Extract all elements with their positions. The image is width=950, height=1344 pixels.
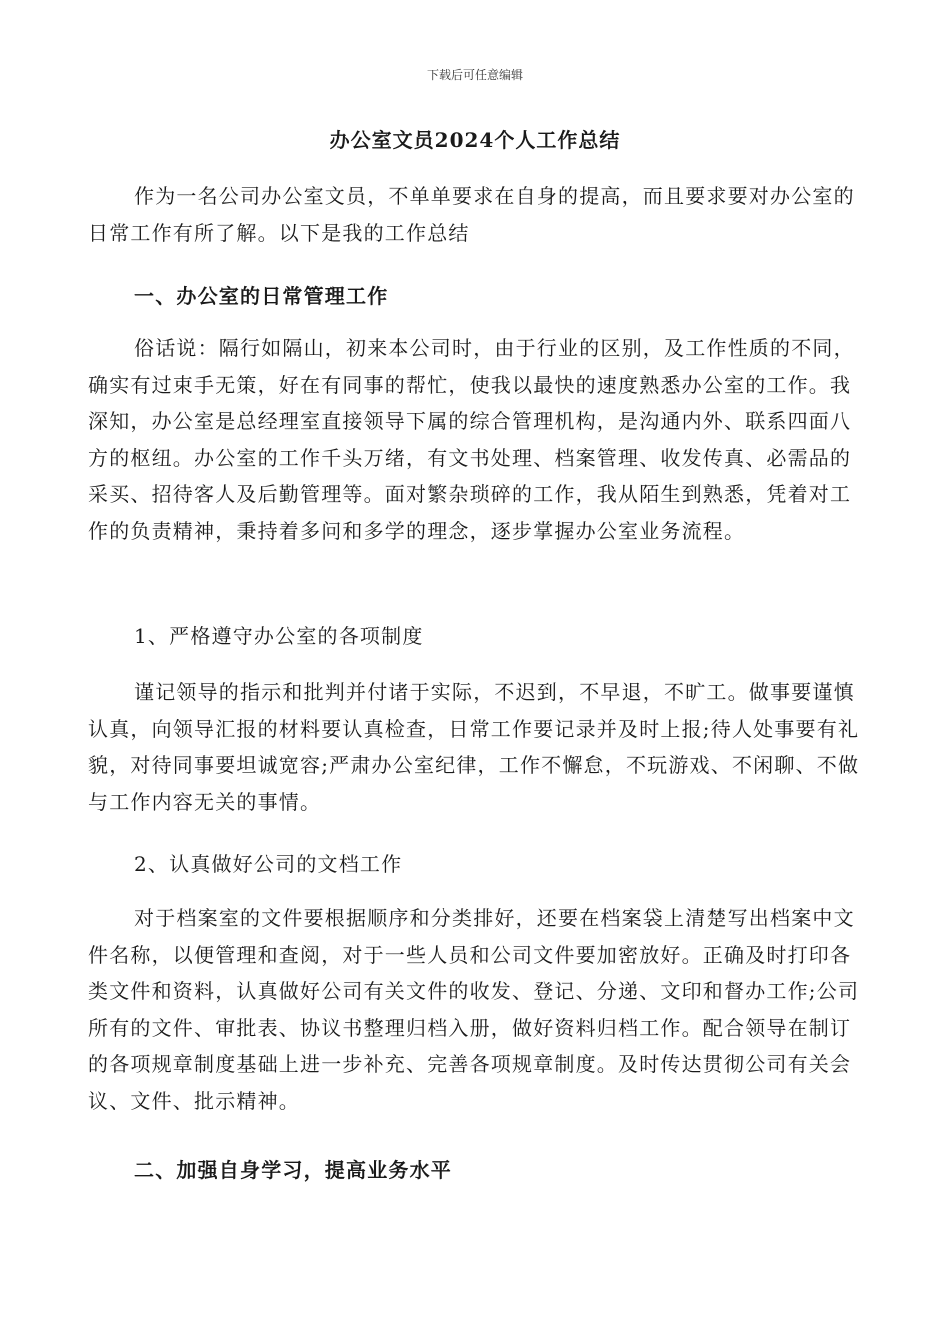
header-note: 下载后可任意编辑 bbox=[426, 68, 523, 82]
section-2-heading: 二、加强自身学习，提高业务水平 bbox=[134, 1158, 452, 1182]
section-1-body: 俗话说：隔行如隔山，初来本公司时，由于行业的区别，及工作性质的不同，确实有过束手无策，好在有同事的帮忙，使我以最快的速度熟悉办公室的工作。我深知，办公室是总经理室直接领导下属的综合管理机构，是沟通内外、联系四面八方的枢纽。办公室的工作千头万绪，有文书处理、档案管理、收发传真、必需品的采买、招待客人及后勤管理等。面对繁杂琐碎的工作，我从陌生到熟悉，凭着对工作的负责精神，秉持着多问和多学的理念，逐步掌握办公室业务流程。 bbox=[88, 336, 855, 543]
subsection-1-body: 谨记领导的指示和批判并付诸于实际，不迟到，不早退，不旷工。做事要谨慎认真，向领导汇报的材料要认真检查，日常工作要记录并及时上报;待人处事要有礼貌，对待同事要坦诚宽容;严肃办公室纪律，工作不懈怠，不玩游戏、不闲聊、不做与工作内容无关的事情。 bbox=[88, 680, 860, 814]
subsection-1-heading: 1、严格遵守办公室的各项制度 bbox=[134, 624, 424, 648]
subsection-2-heading: 2、认真做好公司的文档工作 bbox=[134, 852, 403, 876]
section-1-heading: 一、办公室的日常管理工作 bbox=[134, 284, 389, 308]
intro-paragraph: 作为一名公司办公室文员，不单单要求在自身的提高，而且要求要对办公室的日常工作有所了解。以下是我的工作总结 bbox=[88, 184, 855, 245]
subsection-2-body: 对于档案室的文件要根据顺序和分类排好，还要在档案袋上清楚写出档案中文件名称，以便管理和查阅，对于一些人员和公司文件要加密放好。正确及时打印各类文件和资料，认真做好公司有关文件的收发、登记、分递、文印和督办工作;公司所有的文件、审批表、协议书整理归档入册，做好资料归档工作。配合领导在制订的各项规章制度基础上进一步补充、完善各项规章制度。及时传达贯彻公司有关会议、文件、批示精神。 bbox=[88, 906, 860, 1113]
document-title: 办公室文员2024个人工作总结 bbox=[329, 128, 621, 152]
